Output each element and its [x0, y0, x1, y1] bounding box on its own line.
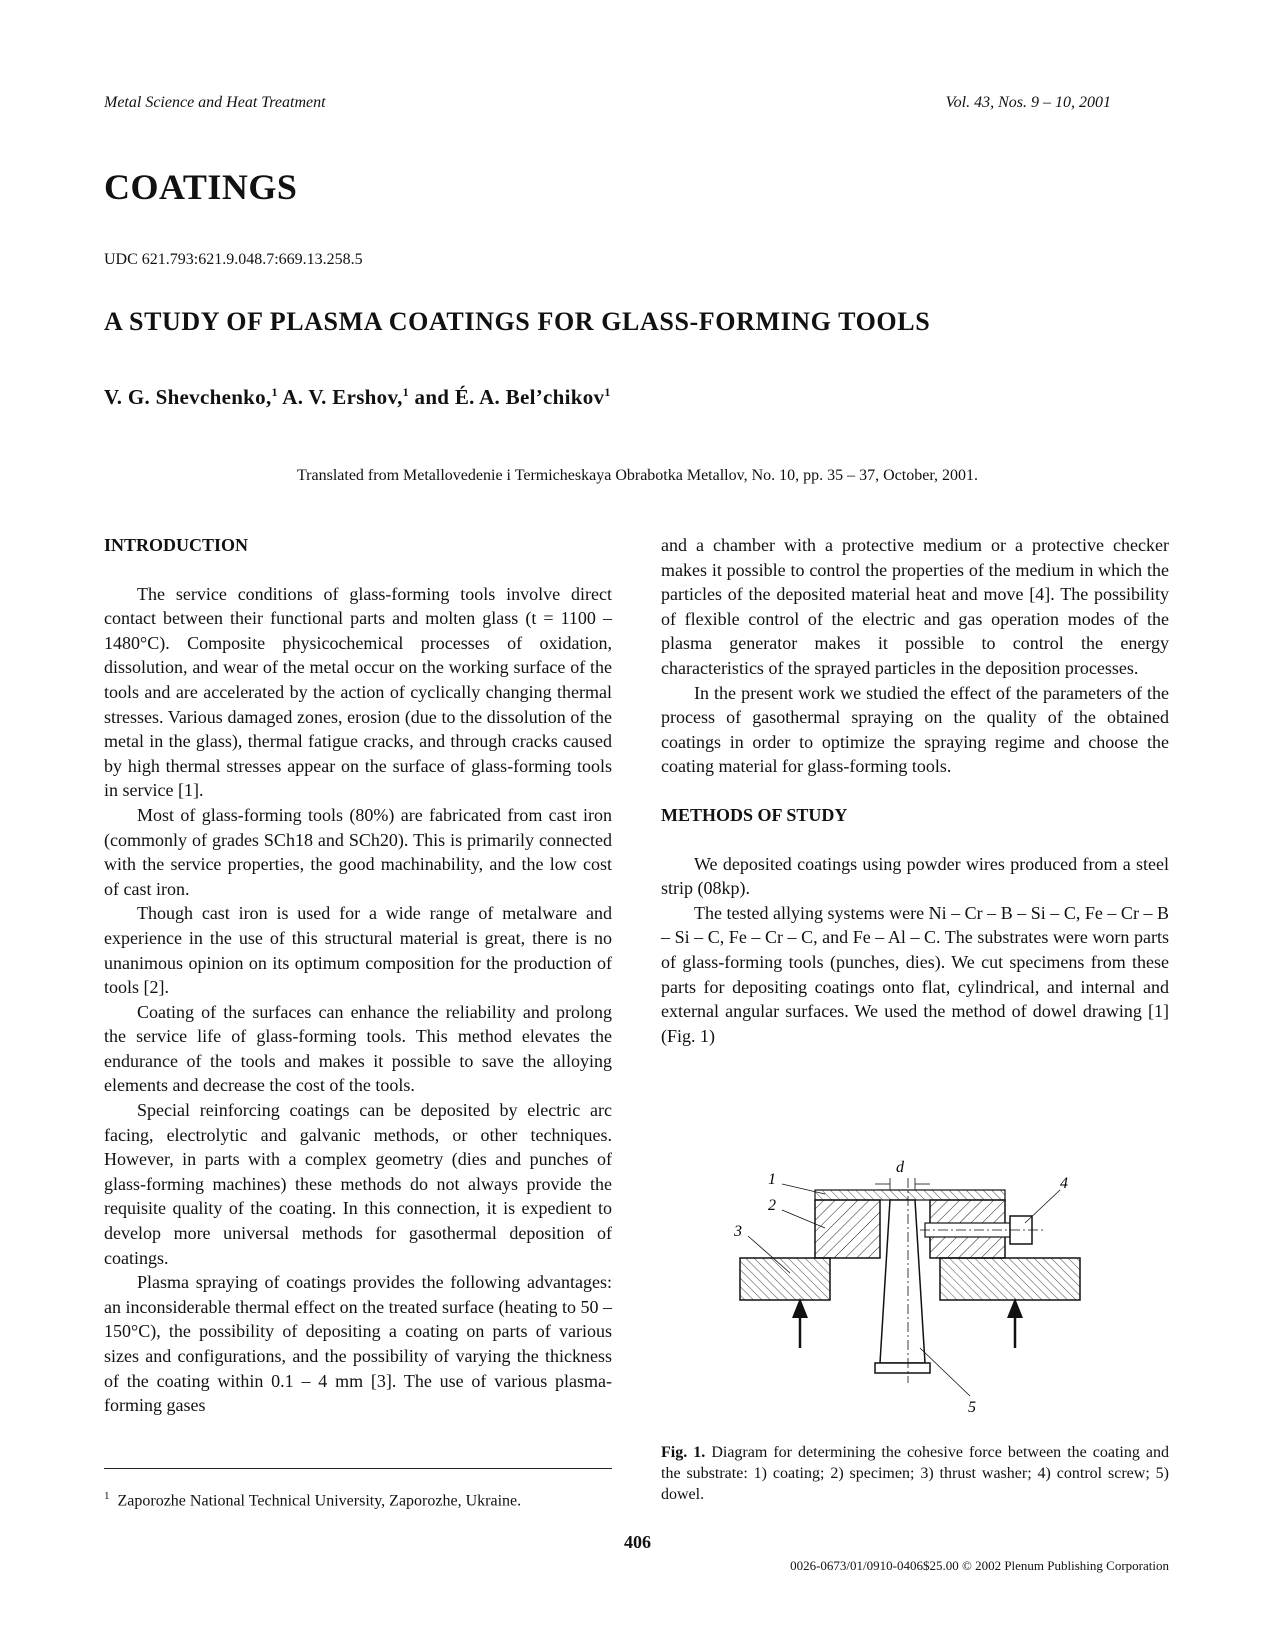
- volume-info: Vol. 43, Nos. 9 – 10, 2001: [945, 94, 1111, 111]
- section-heading-introduction: INTRODUCTION: [104, 535, 249, 555]
- article-title: A STUDY OF PLASMA COATINGS FOR GLASS-FORMING TOOLS: [104, 307, 931, 336]
- thrust-washer-right: [940, 1258, 1080, 1300]
- body-paragraph: We deposited coatings using powder wires produced from a steel strip (08kp).: [661, 853, 1169, 899]
- author-affiliation-mark: 1: [271, 385, 278, 399]
- author-name: V. G. Shevchenko,: [104, 385, 272, 409]
- author-affiliation-mark: 1: [604, 385, 611, 399]
- body-paragraph: The service conditions of glass-forming tools involve direct contact between their functional parts and molten glass (t = 1100 – 1480°C). Composite physicochemical processes of oxidation, dissolution, and wear of the metal occur on the working surface of the tools and are accelerated by the action of cyclically changing thermal stresses. Various damaged zones, erosion (due to the dissolution of the metal in the glass), thermal fatigue cracks, and through cracks caused by high thermal stresses appear on the surface of glass-forming tools in service [1].: [104, 583, 612, 801]
- dowel-head: [875, 1363, 930, 1373]
- body-paragraph: Special reinforcing coatings can be deposited by electric arc facing, electrolytic and galvanic methods, or other techniques. However, in parts with a complex geometry (dies and punches of glass-forming machines) these methods do not always provide the requisite quality of the coating. In this connection, it is expedient to develop more universal methods for gasothermal deposition of coatings.: [104, 1100, 612, 1268]
- footnote-mark: 1: [104, 1490, 110, 1502]
- author-name: and É. A. Bel’chikov: [414, 385, 605, 409]
- body-paragraph: The tested allying systems were Ni – Cr – B – Si – C, Fe – Cr – B – Si – C, Fe – Cr – C, and Fe – Al – C. The substrates were worn parts of glass-forming tools (punches, dies). We cut specimens from these parts for depositing coatings onto flat, cylindrical, and internal and external angular surfaces. We used the method of dowel drawing [1] (Fig. 1): [661, 902, 1169, 1046]
- left-column: [104, 533, 612, 1418]
- author-list: [104, 385, 611, 410]
- section-banner: COATINGS: [104, 167, 298, 207]
- caption-text: Diagram for determining the cohesive force between the coating and the substrate: 1) coating; 2) specimen; 3) thrust washer; 4) control screw; 5) dowel.: [661, 1444, 1170, 1503]
- thrust-washer-left: [740, 1258, 830, 1300]
- figure-1-diagram: [730, 1158, 1100, 1418]
- figure-label-4: 4: [1060, 1175, 1068, 1192]
- body-paragraph: and a chamber with a protective medium or a protective checker makes it possible to control the properties of the medium in which the particles of the deposited material heat and move [4]. The possibility of flexible control of the electric and gas operation modes of the plasma generator makes it possible to control the energy characteristics of the sprayed particles in the deposition processes.: [661, 535, 1169, 678]
- body-paragraph: Most of glass-forming tools (80%) are fabricated from cast iron (commonly of grades SCh18 and SCh20). This is primarily connected with the service properties, the good machinability, and the low cost of cast iron.: [104, 804, 612, 899]
- caption-label: Fig. 1.: [661, 1444, 706, 1461]
- body-paragraph: Coating of the surfaces can enhance the reliability and prolong the service life of glass-forming tools. This method elevates the endurance of the tools and makes it possible to save the alloying elements and decrease the cost of the tools.: [104, 1001, 612, 1096]
- right-column: [661, 533, 1169, 1048]
- specimen-left: [815, 1200, 880, 1258]
- figure-label-5: 5: [968, 1399, 976, 1416]
- section-heading-methods: METHODS OF STUDY: [661, 804, 848, 825]
- figure-caption: [661, 1442, 1169, 1505]
- copyright-line: 0026-0673/01/0910-0406$25.00 © 2002 Plenum Publishing Corporation: [790, 1558, 1169, 1573]
- body-paragraph: In the present work we studied the effect of the parameters of the process of gasothermal spraying on the quality of the obtained coatings in order to optimize the spraying regime and choose the coating material for glass-forming tools.: [661, 682, 1169, 777]
- page-number: 406: [624, 1532, 651, 1552]
- translation-note: Translated from Metallovedenie i Termicheskaya Obrabotka Metallov, No. 10, pp. 35 – 37, October, 2001.: [296, 467, 979, 484]
- author-name: A. V. Ershov,: [282, 385, 403, 409]
- footnote-text: Zaporozhe National Technical University, Zaporozhe, Ukraine.: [117, 1492, 522, 1510]
- journal-name: Metal Science and Heat Treatment: [104, 94, 326, 111]
- figure-label-2: 2: [768, 1197, 776, 1214]
- footnote-divider: [104, 1468, 612, 1469]
- udc-code: UDC 621.793:621.9.048.7:669.13.258.5: [104, 251, 363, 268]
- coating-layer: [815, 1190, 1005, 1200]
- author-affiliation-mark: 1: [402, 385, 409, 399]
- figure-label-d: d: [896, 1159, 904, 1176]
- body-paragraph: Plasma spraying of coatings provides the following advantages: an inconsiderable thermal effect on the treated surface (heating to 50 – 150°C), the possibility of depositing a coating on parts of various sizes and configurations, and the possibility of varying the thickness of the coating within 0.1 – 4 mm [3]. The use of various plasma-forming gases: [104, 1272, 612, 1416]
- body-paragraph: Though cast iron is used for a wide range of metalware and experience in the use of this structural material is great, there is no unanimous opinion on its optimum composition for the production of tools [2].: [104, 903, 612, 998]
- footnote: [104, 1490, 521, 1510]
- dowel: [880, 1200, 925, 1363]
- figure-label-3: 3: [734, 1223, 742, 1240]
- figure-label-1: 1: [768, 1171, 776, 1188]
